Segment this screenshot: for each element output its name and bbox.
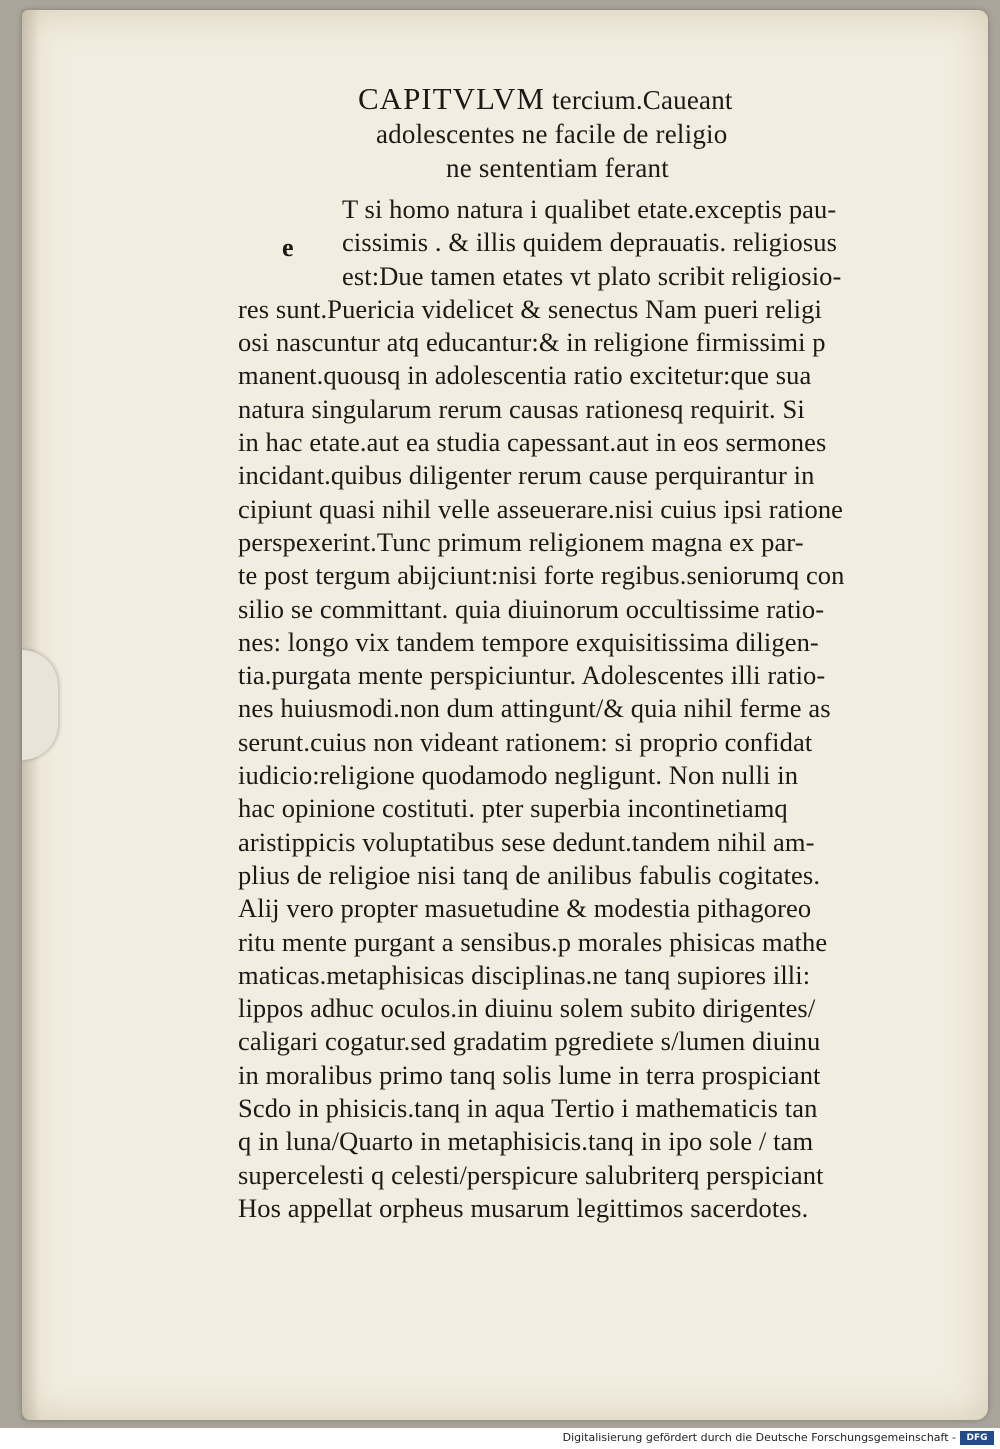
text-line: silio se committant. quia diuinorum occultissime ratio- (238, 593, 825, 624)
text-line: plius de religioe nisi tanq de anilibus fabulis cogitates. (238, 859, 821, 890)
text-block (238, 82, 938, 1225)
text-line: tia.purgata mente perspiciuntur. Adolescentes illi ratio- (238, 660, 826, 691)
chapter-heading-line-2: adolescentes ne facile de religio (376, 119, 728, 149)
chapter-heading-line-3: ne sententiam ferant (446, 153, 669, 183)
text-line: caligari cogatur.sed gradatim pgrediete s/lumen diuinu (238, 1026, 821, 1057)
funding-notice: Digitalisierung gefördert durch die Deutsche Forschungsgemeinschaft - (562, 1431, 956, 1444)
text-line: cipiunt quasi nihil velle asseuerare.nisi cuius ipsi ratione (238, 493, 844, 524)
text-line: perspexerint.Tunc primum religionem magna ex par- (238, 526, 804, 557)
text-line: Hos appellat orpheus musarum legittimos sacerdotes. (238, 1192, 809, 1223)
text-line: manent.quousq in adolescentia ratio excitetur:que sua (238, 360, 812, 391)
text-line: maticas.metaphisicas disciplinas.ne tanq supiores illi: (238, 959, 811, 990)
guide-letter: e (282, 233, 294, 262)
text-line: hac opinione costituti. pter superbia incontinetiamq (238, 793, 788, 824)
text-line: iudicio:religione quodamodo negligunt. Non nulli in (238, 760, 799, 791)
text-line: nes huiusmodi.non dum attingunt/& quia nihil ferme as (238, 693, 831, 724)
text-line: est:Due tamen etates vt plato scribit religiosio- (342, 260, 842, 291)
text-line: lippos adhuc oculos.in diuinu solem subito dirigentes/ (238, 993, 816, 1024)
text-line: nes: longo vix tandem tempore exquisitissima diligen- (238, 626, 819, 657)
chapter-heading (358, 82, 938, 185)
text-line: Scdo in phisicis.tanq in aqua Tertio i mathematicis tan (238, 1093, 818, 1124)
body-text (238, 193, 938, 1225)
text-line: incidant.quibus diligenter rerum cause perquirantur in (238, 460, 815, 491)
footer-bar (0, 1428, 1000, 1449)
text-line: in hac etate.aut ea studia capessant.aut in eos sermones (238, 427, 827, 458)
text-line: aristippicis voluptatibus sese dedunt.tandem nihil am- (238, 826, 815, 857)
chapter-heading-lead: CAPITVLVM (358, 81, 545, 116)
text-line: te post tergum abijciunt:nisi forte regibus.seniorumq con (238, 560, 845, 591)
text-line: natura singularum rerum causas rationesq requirit. Si (238, 393, 805, 424)
chapter-heading-rest: tercium.Caueant (551, 85, 733, 115)
text-line: serunt.cuius non videant rationem: si proprio confidat (238, 726, 813, 757)
text-line: supercelesti q celesti/perspicure salubriterq perspiciant (238, 1159, 824, 1190)
page-clasp (22, 650, 58, 760)
text-line: Alij vero propter masuetudine & modestia pithagoreo (238, 893, 812, 924)
text-line: T si homo natura i qualibet etate.exceptis pau- (342, 194, 837, 224)
text-line: in moralibus primo tanq solis lume in terra prospiciant (238, 1059, 821, 1090)
text-line: cissimis . & illis quidem deprauatis. religiosus (342, 227, 838, 258)
text-line: ritu mente purgant a sensibus.p morales phisicas mathe (238, 926, 828, 957)
dfg-logo: DFG (960, 1431, 994, 1445)
text-line: osi nascuntur atq educantur:& in religione firmissimi p (238, 327, 826, 358)
text-line: res sunt.Puericia videlicet & senectus Nam pueri religi (238, 293, 822, 324)
text-line: q in luna/Quarto in metaphisicis.tanq in ipo sole / tam (238, 1126, 814, 1157)
